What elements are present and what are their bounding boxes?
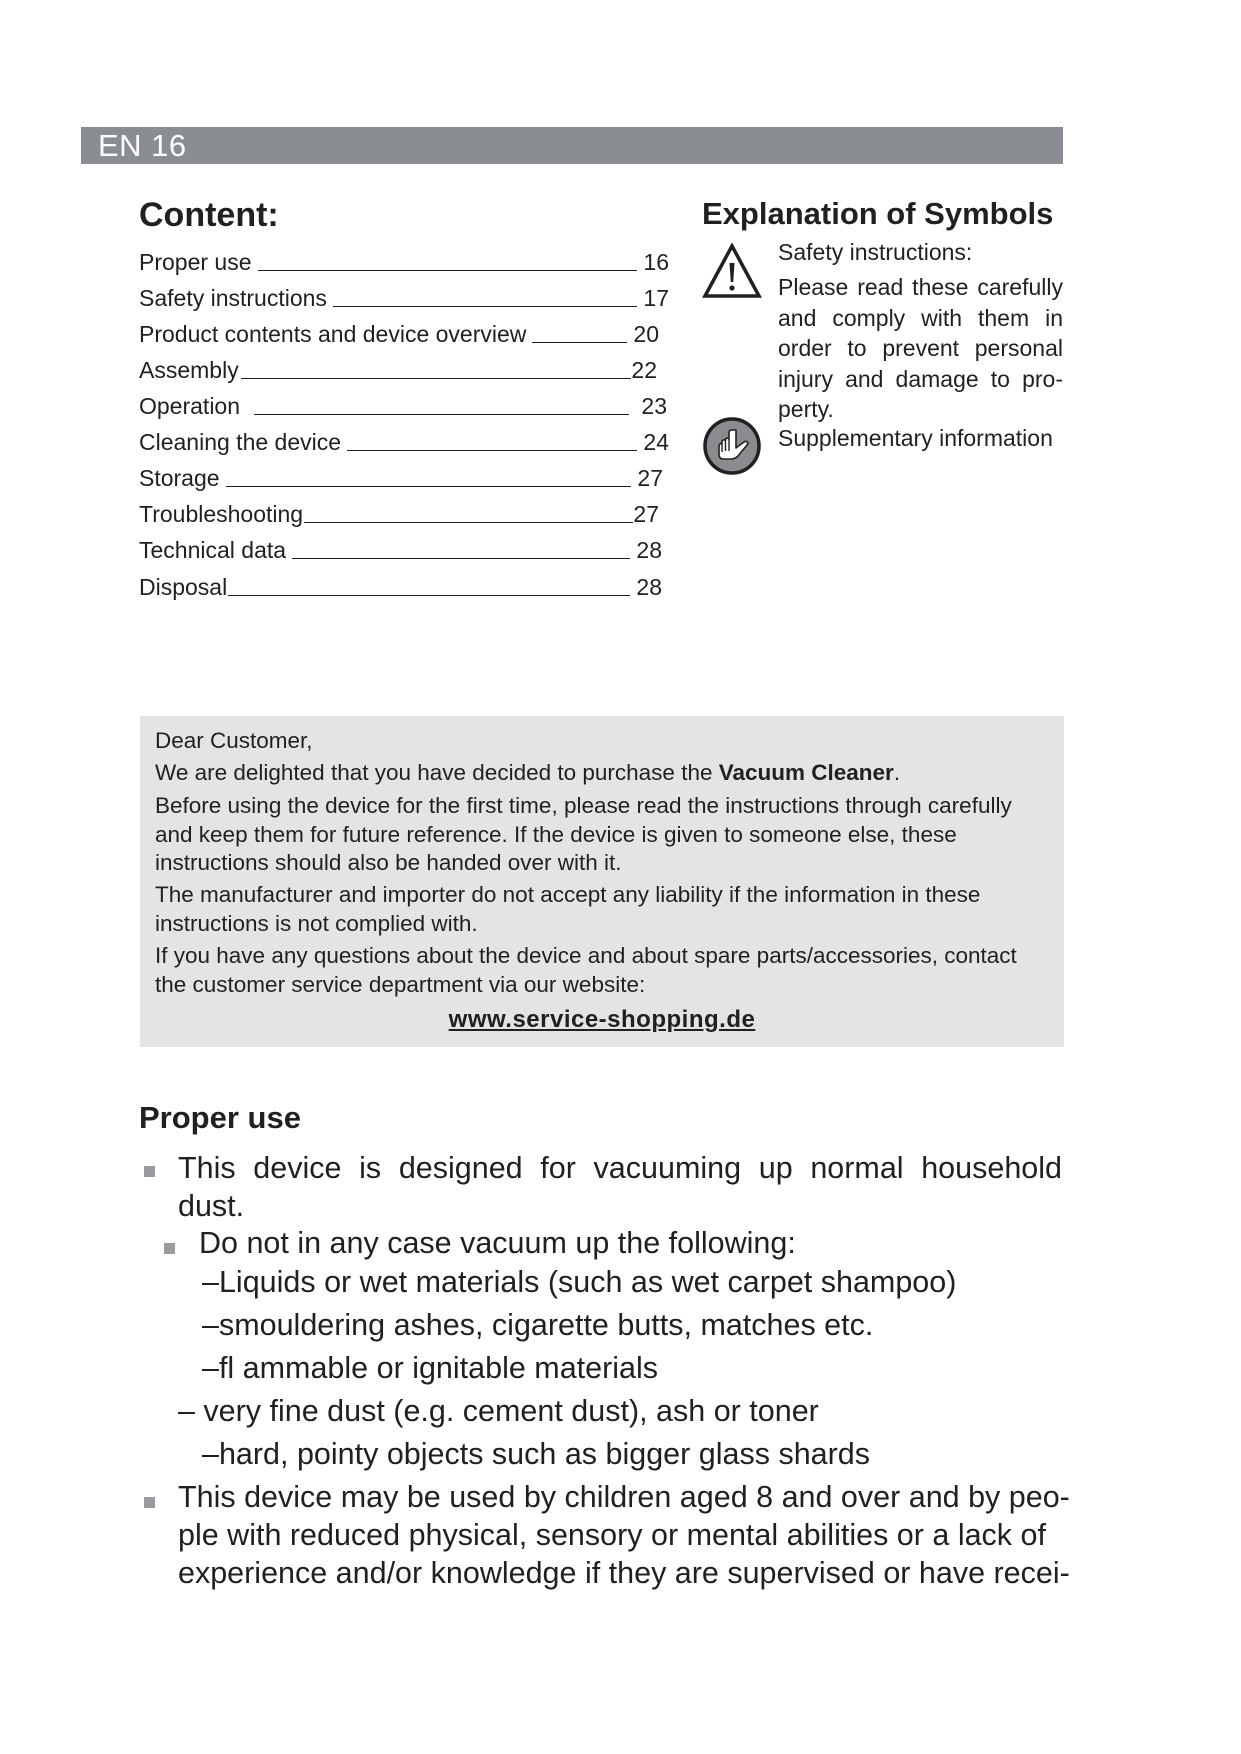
symbol-supplementary-title: Supplementary information — [778, 425, 1053, 451]
product-name: Vacuum Cleaner — [718, 760, 894, 785]
toc-entry-label: Cleaning the device — [139, 429, 342, 455]
customer-notice-box — [140, 716, 1064, 1047]
toc-title: Content: — [139, 196, 279, 234]
page-number-label: EN 16 — [98, 128, 187, 163]
symbol-safety-description: Please read these carefully and comply with them in order to prevent personal injury and damage to property. — [778, 274, 1063, 422]
toc-entry-label: Product contents and device overview — [139, 321, 527, 347]
intro-paragraph-2: Before using the device for the first time, please read the instructions through carefully and keep them for future reference. If the device is given to someone else, these instructions should also be handed over with it. — [155, 793, 1012, 875]
exclusion-item: –hard, pointy objects such as bigger glass shards — [202, 1437, 870, 1471]
intro-paragraph-1 — [155, 759, 1050, 788]
toc-entry-operation[interactable] — [139, 390, 667, 420]
proper-use-bullet-2: Do not in any case vacuum up the following: — [199, 1226, 796, 1260]
proper-use-bullet-1: This device is designed for vacuuming up normal household dust. — [178, 1151, 1062, 1223]
toc-entry-page: 20 — [633, 321, 659, 347]
service-website-link[interactable]: www.service-shopping.de — [448, 1006, 756, 1033]
toc-entry-page: 22 — [631, 357, 657, 383]
toc-leader-line — [228, 594, 630, 596]
intro-text: . — [893, 760, 901, 785]
bullet-square-icon — [164, 1243, 175, 1254]
page-header-bar — [81, 127, 1063, 164]
toc-entry-label: Proper use — [139, 249, 252, 275]
bullet-square-icon — [144, 1497, 155, 1508]
intro-text: We are delighted that you have decided to purchase the — [155, 760, 719, 785]
toc-entry-label: Storage — [139, 465, 220, 491]
proper-use-bullet-3: This device may be used by children aged 8 and over and by peo-ple with reduced physical, sensory or mental abilities or a lack of experience and/or knowledge if they are supervised or have recei- — [178, 1480, 1070, 1590]
toc-entry-page: 17 — [643, 285, 669, 311]
symbols-title: Explanation of Symbols — [702, 196, 1054, 231]
toc-leader-line — [304, 521, 633, 523]
warning-triangle-icon — [702, 243, 762, 299]
toc-entry-page: 27 — [633, 501, 659, 527]
exclusion-item: – very fine dust (e.g. cement dust), ash or toner — [178, 1394, 819, 1428]
toc-entry-product-contents[interactable] — [139, 318, 659, 348]
exclusion-item: –Liquids or wet materials (such as wet carpet shampoo) — [202, 1265, 957, 1299]
toc-entry-label: Technical data — [139, 537, 287, 563]
toc-entry-page: 28 — [636, 574, 662, 600]
toc-entry-label: Disposal — [139, 574, 228, 600]
intro-paragraph-4: If you have any questions about the device and about spare parts/accessories, contact the customer service department via our website: — [155, 943, 1017, 997]
toc-entry-assembly[interactable] — [139, 354, 657, 384]
intro-paragraph-3: The manufacturer and importer do not accept any liability if the information in these instructions is not complied with. — [155, 882, 981, 936]
toc-entry-technical-data[interactable] — [139, 534, 662, 564]
toc-entry-page: 24 — [643, 429, 669, 455]
toc-entry-label: Operation — [139, 393, 241, 419]
pointing-hand-icon — [702, 416, 762, 476]
toc-entry-page: 27 — [637, 465, 663, 491]
symbol-safety-title: Safety instructions: — [778, 239, 973, 265]
greeting-text: Dear Customer, — [155, 728, 313, 753]
exclusion-item: –smouldering ashes, cigarette butts, matches etc. — [202, 1308, 874, 1342]
toc-entry-troubleshooting[interactable] — [139, 498, 659, 528]
toc-leader-line — [333, 305, 637, 307]
bullet-square-icon — [144, 1166, 155, 1177]
toc-entry-page: 16 — [643, 249, 669, 275]
toc-entry-page: 23 — [641, 393, 667, 419]
exclusion-item: –fl ammable or ignitable materials — [202, 1351, 659, 1385]
toc-leader-line — [347, 449, 637, 451]
toc-leader-line — [241, 377, 632, 379]
service-website — [140, 1006, 1064, 1034]
toc-entry-proper-use[interactable] — [139, 246, 669, 276]
section-title-proper-use: Proper use — [139, 1100, 301, 1135]
toc-leader-line — [254, 413, 629, 415]
toc-entry-page: 28 — [636, 537, 662, 563]
toc-entry-label: Assembly — [139, 357, 239, 383]
toc-entry-label: Troubleshooting — [139, 501, 304, 527]
toc-entry-disposal[interactable] — [139, 571, 662, 601]
toc-entry-storage[interactable] — [139, 462, 663, 492]
toc-entry-cleaning[interactable] — [139, 426, 669, 456]
toc-entry-safety-instructions[interactable] — [139, 282, 669, 312]
toc-leader-line — [292, 557, 630, 559]
toc-leader-line — [226, 485, 632, 487]
toc-leader-line — [532, 341, 627, 343]
toc-entry-label: Safety instructions — [139, 285, 327, 311]
toc-leader-line — [258, 269, 638, 271]
